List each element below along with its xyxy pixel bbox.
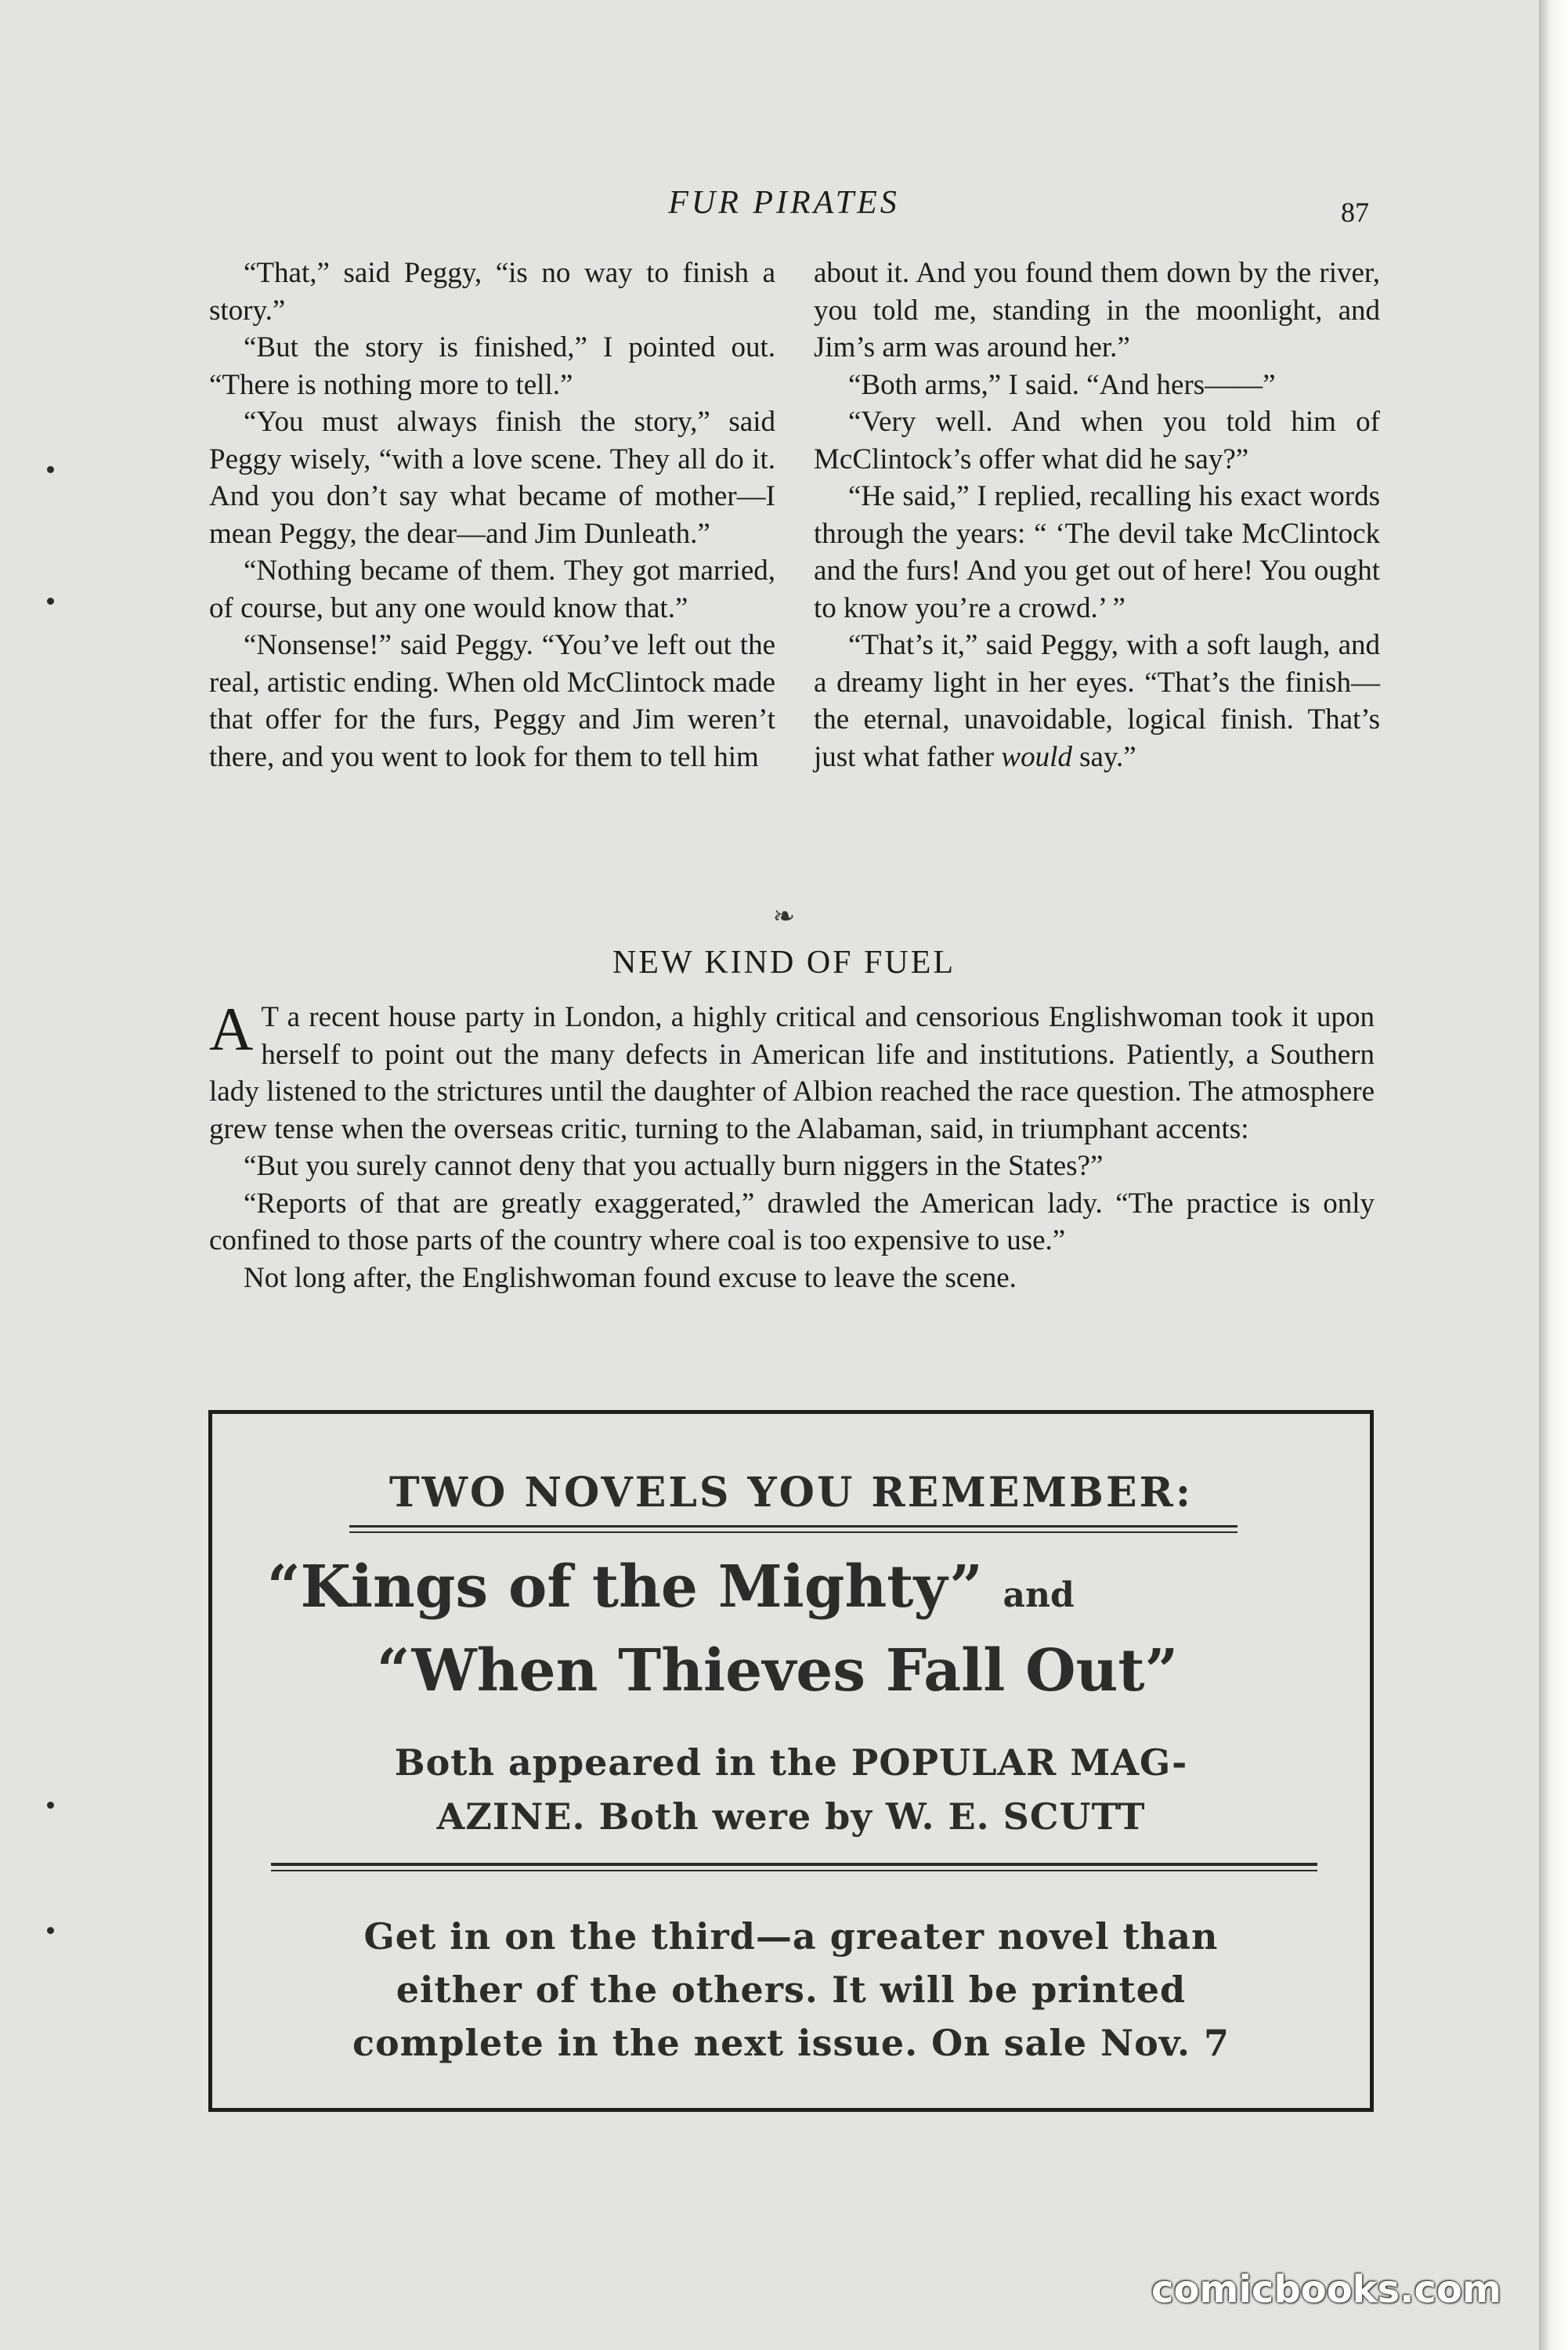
story-paragraph: “Nothing became of them. They got married, of course, but any one would know that.” — [209, 555, 775, 624]
article-paragraph: “Reports of that are greatly exaggerated,” drawled the American lady. “The practice is only confined to those parts of the country where coal is too expensive to use.” — [209, 1187, 1375, 1256]
binding-hole — [47, 1927, 54, 1934]
ad-text-line: AZINE. Both were by W. E. SCUTT — [436, 1795, 1146, 1838]
ad-title-text: “Kings of the Mighty” — [267, 1553, 983, 1621]
story-paragraph: “You must always finish the story,” said Peggy wisely, “with a love scene. They all do it. And you don’t say what became of mother—I mean Peggy, the dear—and Jim Dunleath.” — [209, 406, 775, 550]
ad-and-text: and — [1003, 1575, 1075, 1615]
story-column-left — [209, 255, 775, 776]
story-paragraph: about it. And you found them down by the river, you told me, standing in the moonlight, and Jim’s arm was around her.” — [814, 257, 1380, 363]
article-paragraph: Not long after, the Englishwoman found excuse to leave the scene. — [244, 1261, 1017, 1294]
article-paragraph — [209, 995, 1375, 1148]
story-paragraph: “Very well. And when you told him of McClintock’s offer what did he say?” — [814, 406, 1380, 475]
story-paragraph: “Nonsense!” said Peggy. “You’ve left out the real, artistic ending. When old McClintock made that offer for the furs, Peggy and Jim weren’t there, and you went to look for them to tell him — [209, 629, 775, 773]
story-text: “That’s it,” said Peggy, with a soft laugh, and a dreamy light in her eyes. “That’s the finish—the eternal, unavoidable, logical finish. That’s just what father — [814, 629, 1380, 773]
story-paragraph — [814, 627, 1380, 776]
ad-divider — [271, 1863, 1317, 1871]
ad-text-line: complete in the next issue. On sale Nov. 7 — [352, 2022, 1230, 2064]
ad-text-line: Both appeared in the POPULAR MAG- — [394, 1741, 1188, 1784]
advertisement-box — [208, 1410, 1374, 2112]
ad-divider — [349, 1525, 1237, 1533]
page-edge — [1539, 0, 1568, 2350]
article-text: T a recent house party in London, a highly critical and censorious Englishwoman took it upon herself to point out the many defects in American life and institutions. Patiently, a Southern lady listened to the strictures until the daughter of Albion reached the race question. The atmosphere grew tense when the overseas critic, turning to the Alabaman, said, in triumphant accents: — [209, 1001, 1375, 1145]
binding-hole — [47, 598, 54, 605]
drop-cap: A — [209, 995, 254, 1063]
binding-hole — [47, 1802, 54, 1809]
article-title: NEW KIND OF FUEL — [612, 945, 956, 981]
italic-word: would — [1001, 740, 1072, 773]
story-paragraph: “That,” said Peggy, “is no way to finish a story.” — [209, 257, 775, 327]
ad-novel-title: “When Thieves Fall Out” — [377, 1637, 1179, 1705]
running-title: FUR PIRATES — [668, 185, 900, 221]
article-body — [209, 995, 1375, 1296]
page-number: 87 — [1341, 197, 1369, 228]
story-paragraph: “Both arms,” I said. “And hers——” — [848, 368, 1276, 401]
ad-headline: TWO NOVELS YOU REMEMBER: — [388, 1469, 1194, 1517]
story-paragraph: “But the story is finished,” I pointed out. “There is nothing more to tell.” — [209, 331, 775, 401]
ad-text-line: either of the others. It will be printed — [396, 1969, 1187, 2011]
ad-novel-title — [267, 1553, 1075, 1621]
watermark: comicbooks.com — [1151, 2268, 1501, 2312]
section-ornament: ❧ — [772, 902, 796, 931]
ad-text-line: Get in on the third—a greater novel than — [363, 1915, 1219, 1958]
binding-hole — [47, 466, 54, 473]
story-paragraph: “He said,” I replied, recalling his exact words through the years: “ ‘The devil take McClintock and the furs! And you get out of here! You ought to know you’re a crowd.’ ” — [814, 480, 1380, 624]
story-column-right — [814, 255, 1380, 776]
article-paragraph: “But you surely cannot deny that you actually burn niggers in the States?” — [244, 1150, 1104, 1182]
story-text: say.” — [1079, 740, 1136, 773]
